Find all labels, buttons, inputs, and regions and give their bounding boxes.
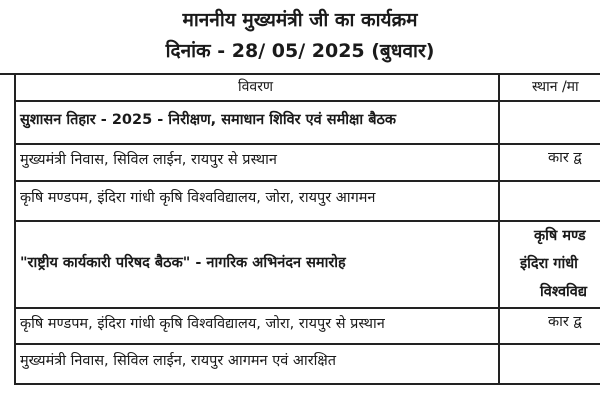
row-place: कार द्व — [548, 150, 582, 166]
row-place: कार द्व — [548, 314, 582, 330]
row-detail: "राष्ट्रीय कार्यकारी परिषद बैठक" - नागरिक अभिनंदन समारोह — [20, 255, 346, 271]
row-detail: कृषि मण्डपम, इंदिरा गांधी कृषि विश्वविद्यालय, जोरा, रायपुर से प्रस्थान — [20, 316, 385, 332]
row-place-line-2: इंदिरा गांधी — [520, 256, 578, 272]
date-line: दिनांक - 28/ 05/ 2025 (बुधवार) — [165, 40, 435, 62]
column-header-details: विवरण — [238, 79, 274, 95]
column-header-place: स्थान /मा — [532, 79, 579, 95]
row-detail: सुशासन तिहार - 2025 - निरीक्षण, समाधान शिविर एवं समीक्षा बैठक — [20, 112, 397, 128]
row-place-line-3: विश्वविद्य — [540, 284, 587, 300]
page-title: माननीय मुख्यमंत्री जी का कार्यक्रम — [182, 9, 418, 31]
row-detail: मुख्यमंत्री निवास, सिविल लाईन, रायपुर से प्रस्थान — [20, 152, 277, 168]
row-detail: कृषि मण्डपम, इंदिरा गांधी कृषि विश्वविद्यालय, जोरा, रायपुर आगमन — [20, 190, 376, 206]
row-place-line-1: कृषि मण्ड — [534, 228, 586, 244]
row-detail: मुख्यमंत्री निवास, सिविल लाईन, रायपुर आगमन एवं आरक्षित — [20, 353, 337, 369]
